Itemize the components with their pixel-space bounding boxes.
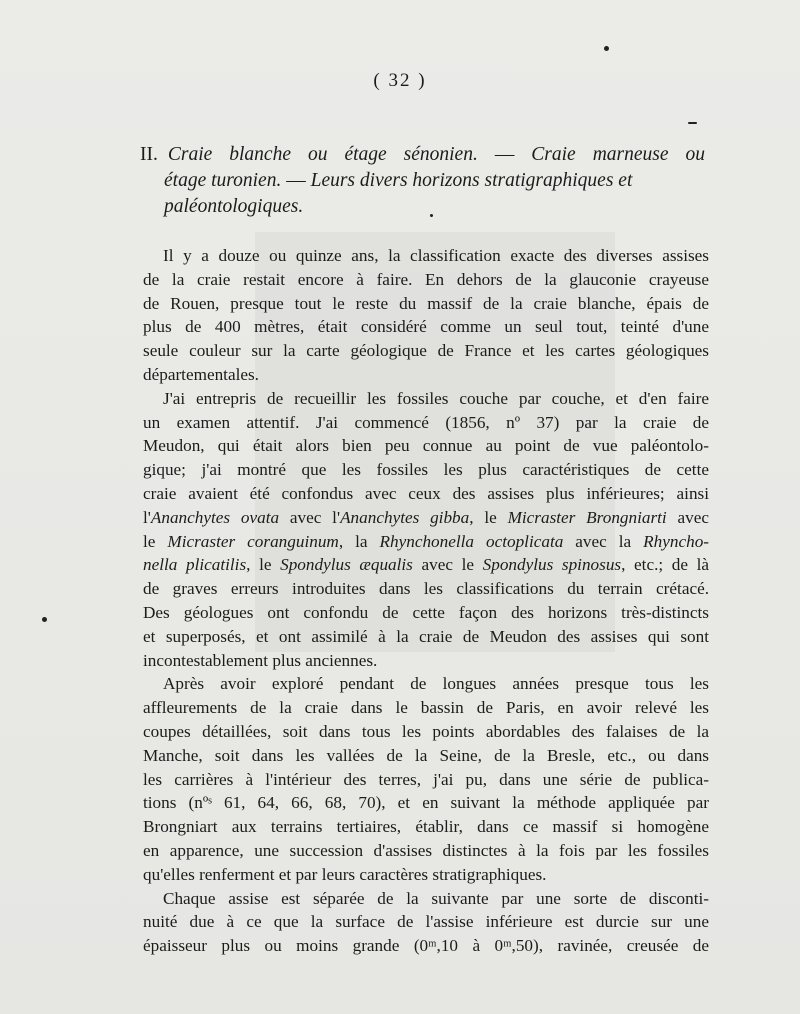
text-line: Meudon, qui était alors bien peu connue au point de vue paléontolo- (143, 436, 709, 456)
body-text (143, 244, 709, 958)
text-line: en apparence, une succession d'assises distinctes à la fois par les fossiles (143, 840, 709, 860)
heading-line-1 (140, 142, 705, 168)
heading-roman-numeral: II. (140, 144, 158, 165)
heading-line-1-b: Craie marneuse ou (531, 144, 705, 165)
species-name: nella plicatilis (143, 555, 247, 575)
text-line: Il y a douze ou quinze ans, la classification exacte des diverses assises (163, 246, 709, 265)
heading-line-2 (140, 168, 705, 194)
ink-speck (42, 617, 47, 622)
heading-line-2-a: étage turonien. (164, 170, 282, 191)
species-name: Micraster Brongniarti (507, 507, 667, 527)
text-line: craie avaient été confondus avec ceux des assises plus inférieures; ainsi (143, 483, 709, 503)
ink-speck (688, 122, 697, 124)
text-line: un examen attentif. J'ai commencé (1856, nº 37) par la craie de (143, 412, 709, 432)
text-line: départementales. (143, 364, 259, 384)
text-line (143, 506, 709, 530)
text-line: et superposés, et ont assimilé à la craie de Meudon des assises qui sont (143, 626, 709, 646)
text-line: Après avoir exploré pendant de longues années presque tous les (163, 674, 709, 694)
text-fragment: , la (338, 531, 380, 551)
text-line (143, 553, 709, 577)
text-fragment: avec le (412, 555, 483, 575)
text-line: Manche, soit dans les vallées de la Seine, de la Bresle, etc., ou dans (143, 745, 709, 765)
page-number: ( 32 ) (373, 70, 427, 91)
species-name: Ananchytes ovata (150, 507, 280, 527)
text-line: Chaque assise est séparée de la suivante par une sorte de disconti- (163, 888, 709, 908)
text-line: nuité due à ce que la surface de l'assise inférieure est durcie sur une (143, 912, 709, 932)
text-line: seule couleur sur la carte géologique de France et les cartes géologiques (143, 341, 709, 361)
text-line: de Rouen, presque tout le reste du massif de la craie blanche, épais de (143, 293, 709, 313)
text-line: plus de 400 mètres, était considéré comme un seul tout, teinté d'une (143, 317, 709, 337)
text-line: de la craie restait encore à faire. En dehors de la glauconie crayeuse (143, 269, 709, 289)
heading-line-1-a: Craie blanche ou étage sénonien. (167, 144, 478, 165)
text-line (143, 530, 709, 554)
heading-line-3-text: paléontologiques. (164, 196, 304, 217)
species-name: Spondylus spinosus (482, 555, 622, 575)
text-line: de graves erreurs introduites dans les classifications du terrain crétacé. (143, 579, 709, 599)
text-line: tions (nºˢ 61, 64, 66, 68, 70), et en suivant la méthode appliquée par (143, 793, 709, 813)
text-line: gique; j'ai montré que les fossiles les plus caractéristiques de cette (143, 460, 709, 480)
ink-speck (604, 46, 609, 51)
text-fragment: , etc.; de là (621, 555, 710, 575)
text-line: Brongniart aux terrains tertiaires, établir, dans ce massif si homogène (143, 817, 709, 837)
section-heading (140, 142, 705, 220)
text-line: qu'elles renferment et par leurs caractères stratigraphiques. (143, 864, 547, 884)
text-line: coupes détaillées, soit dans tous les points abordables des falaises de la (143, 721, 709, 741)
species-name: Micraster coranguinum (167, 531, 339, 551)
text-fragment: le (143, 531, 168, 551)
text-fragment: l' (143, 507, 151, 527)
species-name: Rhyncho- (643, 531, 710, 551)
text-line: J'ai entrepris de recueillir les fossiles couche par couche, et d'en faire (163, 388, 709, 408)
text-line: épaisseur plus ou moins grande (0ᵐ,10 à 0ᵐ,50), ravinée, creusée de (143, 936, 709, 956)
species-name: Ananchytes gibba (340, 507, 470, 527)
text-line: incontestablement plus anciennes. (143, 650, 378, 670)
text-line: affleurements de la craie dans le bassin de Paris, en avoir relevé les (143, 698, 709, 718)
heading-line-1-dash: — (477, 144, 532, 165)
text-fragment: avec l' (279, 507, 341, 527)
heading-line-3 (140, 194, 705, 220)
text-fragment: , le (469, 507, 508, 527)
text-fragment: , le (246, 555, 281, 575)
text-fragment: avec la (563, 531, 644, 551)
ink-speck (430, 214, 433, 217)
species-name: Rhynchonella octoplicata (379, 531, 564, 551)
species-name: Spondylus æqualis (280, 555, 413, 575)
text-line: Des géologues ont confondu de cette façon des horizons très-distincts (143, 602, 709, 622)
text-fragment: avec (666, 507, 709, 527)
text-line: les carrières à l'intérieur des terres, j'ai pu, dans une série de publica- (143, 769, 709, 789)
heading-line-2-dash: — (281, 170, 311, 191)
heading-line-2-b: Leurs divers horizons stratigraphiques et (310, 170, 633, 191)
